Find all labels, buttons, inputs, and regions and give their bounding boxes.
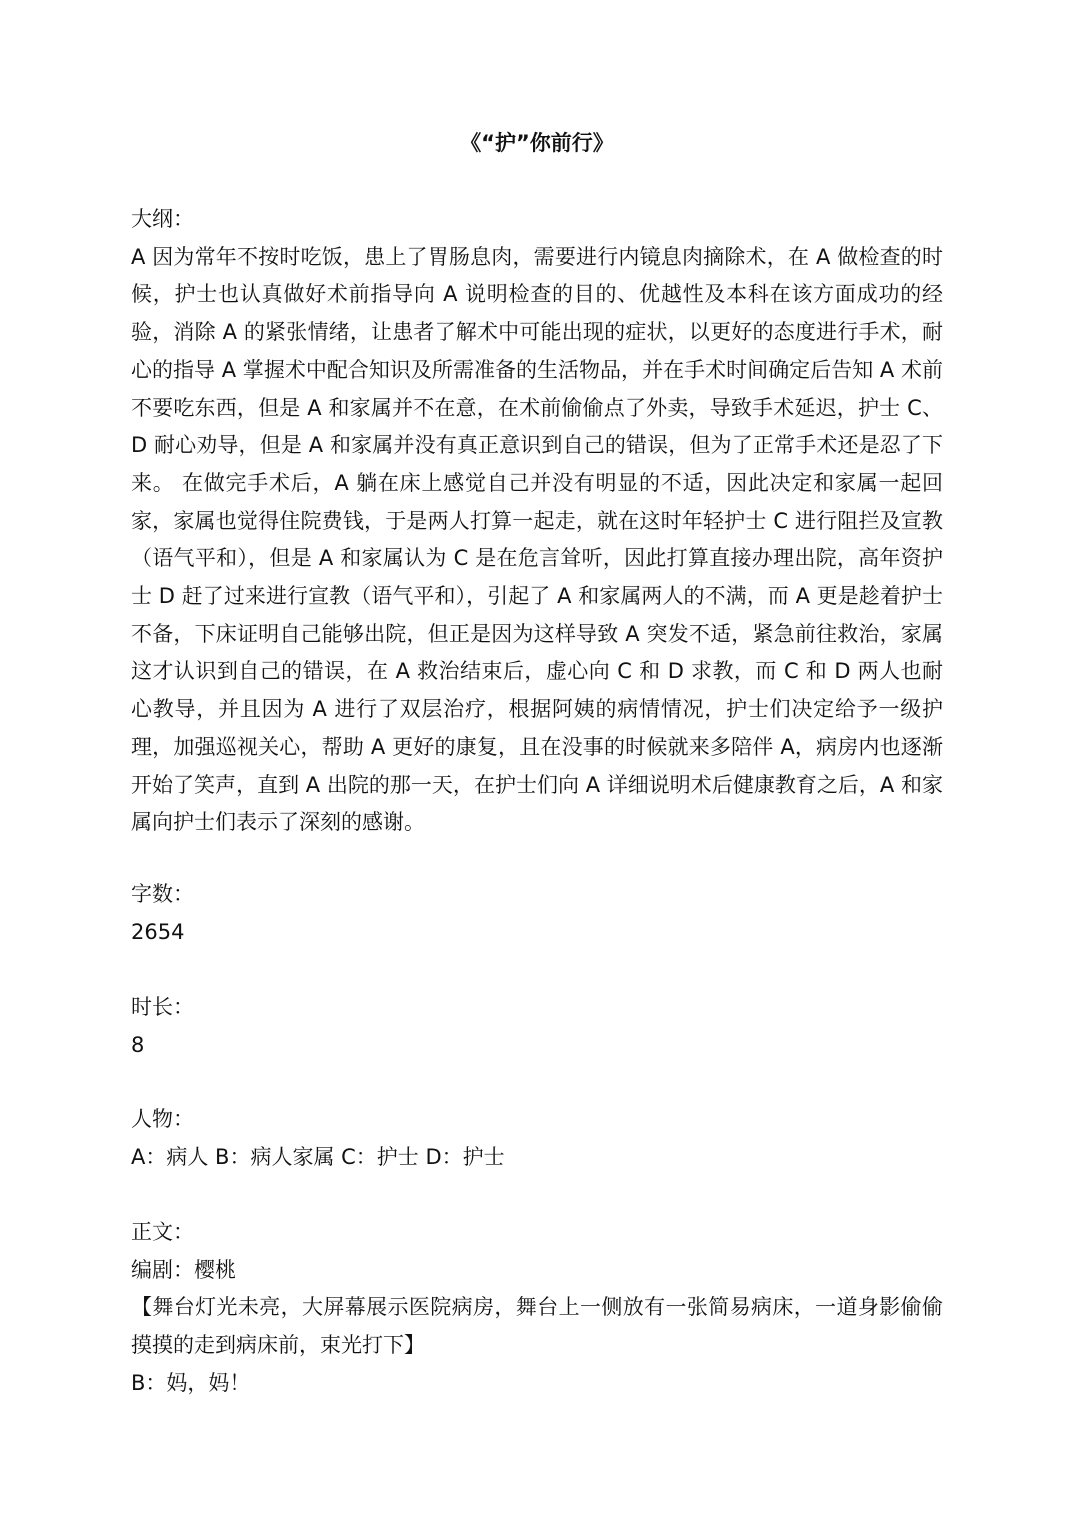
body-label: 正文：: [131, 1220, 194, 1244]
outline-label: 大纲：: [131, 207, 194, 231]
document-title: 《“护”你前行》: [460, 131, 614, 155]
characters-value: A：病人 B：病人家属 C：护士 D：护士: [131, 1144, 505, 1169]
characters-label: 人物：: [131, 1107, 194, 1131]
stage-direction: 【舞台灯光未亮，大屏幕展示医院病房，舞台上一侧放有一张简易病床，一道身影偷偷摸摸的走到病床前，束光打下】: [131, 1295, 943, 1358]
outline-text: A 因为常年不按时吃饭，患上了胃肠息肉，需要进行内镜息肉摘除术，在 A 做检查的时候，护士也认真做好术前指导向 A 说明检查的目的、优越性及本科在该方面成功的经验，消除 A 的紧张情绪，让患者了解术中可能出现的症状，以更好的态度进行手术，耐心的指导 A 掌握术中配合知识及所需准备的生活物品，并在手术时间确定后告知 A 术前不要吃东西，但是 A 和家属并不在意，在术前偷偷点了外卖，导致手术延迟，护士 C、D 耐心劝导，但是 A 和家属并没有真正意识到自己的错误，但为了正常手术还是忍了下来。 在做完手术后，A 躺在床上感觉自己并没有明显的不适，因此决定和家属一起回家，家属也觉得住院费钱，于是两人打算一起走，就在这时年轻护士 C 进行阻拦及宣教（语气平和），但是 A 和家属认为 C 是在危言耸听，因此打算直接办理出院，高年资护士 D 赶了过来进行宣教（语气平和），引起了 A 和家属两人的不满，而 A 更是趁着护士不备，下床证明自己能够出院，但正是因为这样导致 A 突发不适，紧急前往救治，家属这才认识到自己的错误，在 A 救治结束后，虚心向 C 和 D 求教，而 C 和 D 两人也耐心教导，并且因为 A 进行了双层治疗，根据阿姨的病情情况，护士们决定给予一级护理，加强巡视关心，帮助 A 更好的康复，且在没事的时候就来多陪伴 A，病房内也逐渐开始了笑声，直到 A 出院的那一天，在护士们向 A 详细说明术后健康教育之后，A 和家属向护士们表示了深刻的感谢。: [131, 244, 943, 835]
duration-section: [131, 989, 943, 1064]
duration-label: 时长：: [131, 995, 194, 1019]
body-section: [131, 1214, 943, 1403]
outline-section: [131, 201, 943, 842]
duration-value: 8: [131, 1032, 145, 1057]
characters-section: [131, 1101, 943, 1176]
word-count-value: 2654: [131, 919, 185, 944]
word-count-label: 字数：: [131, 882, 194, 906]
screenwriter-line: 编剧：樱桃: [131, 1257, 236, 1282]
word-count-section: [131, 876, 943, 951]
dialogue-line: B：妈，妈！: [131, 1370, 251, 1395]
